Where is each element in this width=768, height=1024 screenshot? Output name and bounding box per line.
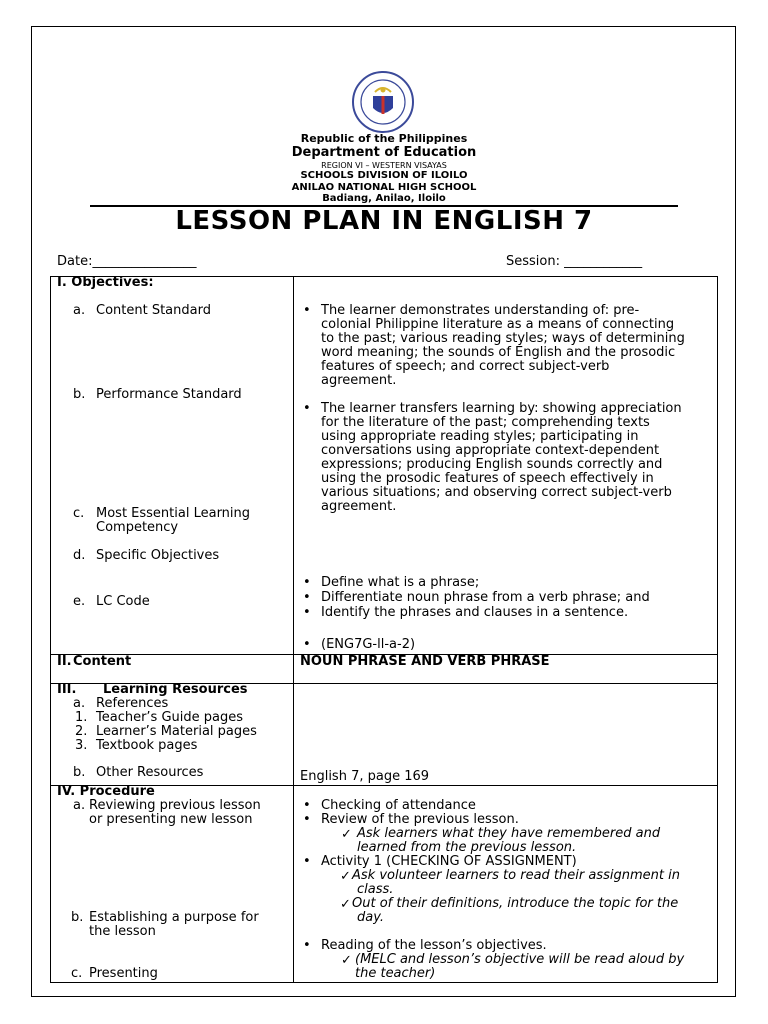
performance-standard-line: agreement. xyxy=(321,499,397,514)
division-line: SCHOOLS DIVISION OF ILOILO xyxy=(300,170,468,181)
objective-e-marker: e. xyxy=(73,594,86,609)
procedure-substep: Out of their definitions, introduce the topic for the xyxy=(352,896,679,911)
session-field[interactable]: Session: ____________ xyxy=(506,254,643,269)
resources-references-label: References xyxy=(96,696,169,711)
performance-standard-line: various situations; and observing correct subject-verb xyxy=(321,485,672,500)
content-standard-line: to the past; various reading styles; ways of determining xyxy=(321,331,685,346)
content-heading: Content xyxy=(73,654,132,669)
resources-b-marker: b. xyxy=(73,765,86,780)
procedure-a-marker: a. xyxy=(73,798,86,813)
resource-item-label: Learner’s Material pages xyxy=(96,724,257,739)
procedure-c-label: Presenting xyxy=(89,966,158,981)
procedure-substep: day. xyxy=(357,910,385,925)
procedure-substep: Ask volunteer learners to read their assignment in xyxy=(352,868,680,883)
objective-performance-standard-label: Performance Standard xyxy=(96,387,242,402)
performance-standard-line: using the prosodic features of speech effectively in xyxy=(321,471,654,486)
objectives-heading: I. Objectives: xyxy=(57,275,154,290)
check-icon: ✓ xyxy=(341,827,352,842)
check-icon: ✓ xyxy=(340,869,351,884)
table-border-left xyxy=(50,276,51,983)
procedure-b-label: Establishing a purpose for xyxy=(89,910,259,925)
procedure-a-label: Reviewing previous lesson xyxy=(89,798,261,813)
procedure-b-label-cont: the lesson xyxy=(89,924,156,939)
procedure-substep: the teacher) xyxy=(355,966,436,981)
procedure-substep: class. xyxy=(357,882,394,897)
objective-d-marker: d. xyxy=(73,548,86,563)
deped-seal xyxy=(351,70,415,134)
table-border-bottom xyxy=(50,982,718,983)
resource-item-marker: 1. xyxy=(75,710,88,725)
resources-a-marker: a. xyxy=(73,696,86,711)
objective-melc-label: Most Essential Learning xyxy=(96,506,251,521)
performance-standard-line: using appropriate reading styles; participating in xyxy=(321,429,639,444)
performance-standard-line: conversations using appropriate context-dependent xyxy=(321,443,660,458)
procedure-step: • Reading of the lesson’s objectives. xyxy=(321,939,547,953)
table-column-divider xyxy=(293,276,294,982)
school-line: ANILAO NATIONAL HIGH SCHOOL xyxy=(291,182,477,193)
procedure-heading: IV. Procedure xyxy=(57,784,155,799)
procedure-step: • Checking of attendance xyxy=(321,799,476,813)
procedure-step: • Review of the previous lesson. xyxy=(321,813,519,827)
procedure-b-marker: b. xyxy=(71,910,84,925)
check-icon: ✓ xyxy=(340,897,351,912)
procedure-step: • Activity 1 (CHECKING OF ASSIGNMENT) xyxy=(321,855,577,869)
address-line: Badiang, Anilao, Iloilo xyxy=(322,193,446,204)
objective-a-marker: a. xyxy=(73,303,86,318)
performance-standard-line: expressions; producing English sounds correctly and xyxy=(321,457,663,472)
performance-standard-line: • The learner transfers learning by: showing appreciation xyxy=(321,402,682,416)
date-field[interactable]: Date:________________ xyxy=(57,254,197,269)
content-standard-line: features of speech; and correct subject-verb xyxy=(321,359,610,374)
content-standard-line: colonial Philippine literature as a means of connecting xyxy=(321,317,675,332)
resource-item-marker: 2. xyxy=(75,724,88,739)
republic-line: Republic of the Philippines xyxy=(300,132,468,145)
resource-item-label: Textbook pages xyxy=(96,738,198,753)
specific-objective-item: • Differentiate noun phrase from a verb phrase; and xyxy=(321,591,650,605)
procedure-c-marker: c. xyxy=(71,966,83,981)
objective-c-marker: c. xyxy=(73,506,85,521)
check-icon: ✓ xyxy=(341,953,352,968)
content-heading-number: II. xyxy=(57,654,72,669)
resources-other-label: Other Resources xyxy=(96,765,204,780)
resources-other-value: English 7, page 169 xyxy=(300,769,430,784)
page-title: LESSON PLAN IN ENGLISH 7 xyxy=(175,206,593,236)
procedure-substep: learned from the previous lesson. xyxy=(357,840,577,855)
content-standard-line: word meaning; the sounds of English and the prosodic xyxy=(321,345,676,360)
resource-item-marker: 3. xyxy=(75,738,88,753)
procedure-substep: (MELC and lesson’s objective will be read aloud by xyxy=(355,952,685,967)
objective-specific-label: Specific Objectives xyxy=(96,548,220,563)
procedure-substep: Ask learners what they have remembered and xyxy=(357,826,661,841)
objective-lc-code-label: LC Code xyxy=(96,594,150,609)
specific-objective-item: • Identify the phrases and clauses in a sentence. xyxy=(321,606,628,620)
performance-standard-line: for the literature of the past; comprehending texts xyxy=(321,415,650,430)
table-border-right xyxy=(717,276,718,983)
department-line: Department of Education xyxy=(291,145,477,160)
procedure-a-label-cont: or presenting new lesson xyxy=(89,812,253,827)
resources-heading: Learning Resources xyxy=(103,682,248,697)
resources-heading-number: III. xyxy=(57,682,77,697)
specific-objective-item: • Define what is a phrase; xyxy=(321,576,479,590)
content-value: NOUN PHRASE AND VERB PHRASE xyxy=(300,654,550,669)
objective-melc-label-cont: Competency xyxy=(96,520,179,535)
objective-b-marker: b. xyxy=(73,387,86,402)
content-standard-line: • The learner demonstrates understanding of: pre- xyxy=(321,304,639,318)
objective-content-standard-label: Content Standard xyxy=(96,303,211,318)
lc-code-value: • (ENG7G-ll-a-2) xyxy=(321,638,415,652)
region-line: REGION VI – WESTERN VISAYAS xyxy=(321,161,447,170)
content-standard-line: agreement. xyxy=(321,373,397,388)
resource-item-label: Teacher’s Guide pages xyxy=(96,710,244,725)
